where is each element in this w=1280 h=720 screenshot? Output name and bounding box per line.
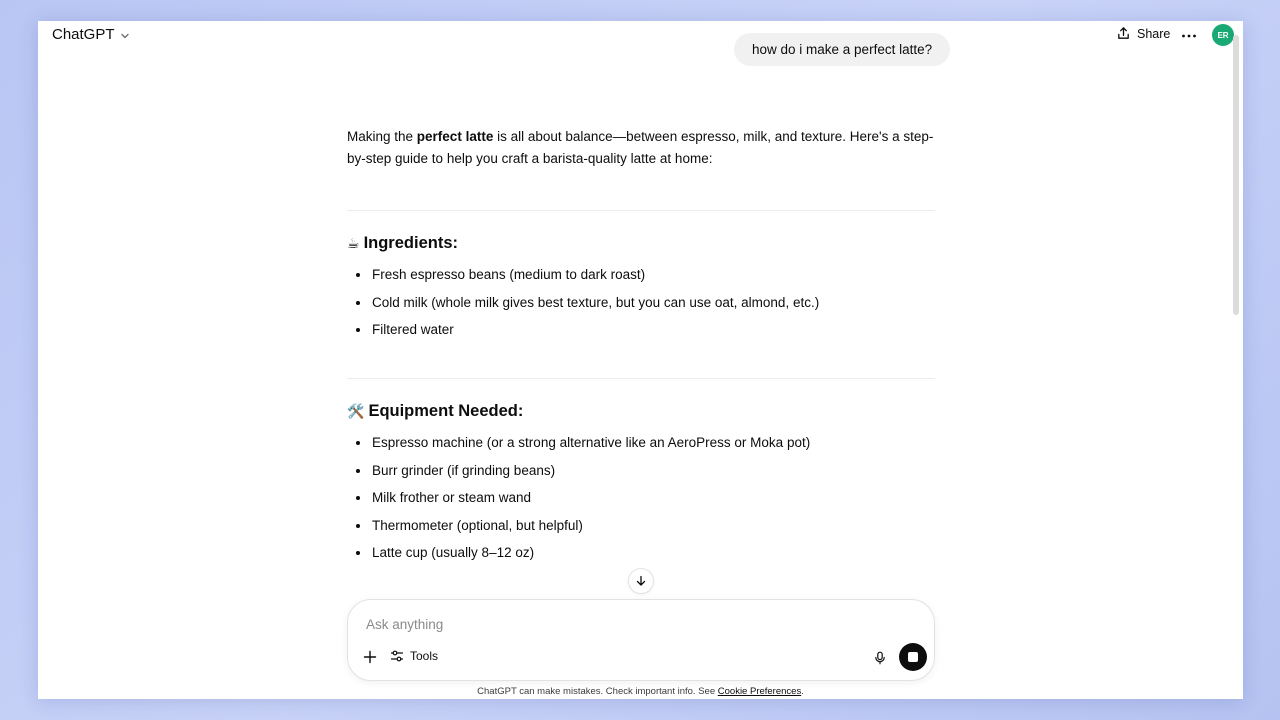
list-item: Fresh espresso beans (medium to dark roast)	[347, 265, 935, 293]
ingredients-title: Ingredients:	[363, 234, 458, 252]
equipment-list	[347, 433, 935, 571]
chat-window	[38, 21, 1243, 699]
scroll-to-bottom-button[interactable]	[628, 568, 654, 594]
more-horizontal-icon	[1181, 33, 1197, 39]
cookie-preferences-link[interactable]: Cookie Preferences	[717, 686, 802, 697]
share-label: Share	[1137, 26, 1171, 41]
assistant-message	[347, 126, 937, 169]
plus-icon	[363, 650, 377, 664]
share-icon	[1116, 26, 1131, 41]
disclaimer-text: ChatGPT can make mistakes. Check important info. See	[477, 686, 718, 697]
message-composer	[347, 599, 935, 681]
user-message-bubble	[734, 33, 950, 66]
chevron-down-icon	[119, 30, 131, 42]
list-item: Espresso machine (or a strong alternative like an AeroPress or Moka pot)	[347, 433, 935, 461]
arrow-down-icon	[635, 575, 647, 587]
equipment-title: Equipment Needed:	[368, 402, 524, 420]
list-item: Filtered water	[347, 320, 935, 348]
equipment-heading	[347, 402, 523, 421]
model-label: ChatGPT	[52, 26, 115, 43]
intro-paragraph	[347, 126, 937, 169]
coffee-icon: ☕	[347, 235, 360, 251]
tools-label: Tools	[410, 649, 439, 663]
tools-button[interactable]	[390, 649, 438, 663]
list-item: Burr grinder (if grinding beans)	[347, 461, 935, 489]
add-attachment-button[interactable]	[360, 647, 380, 667]
dictate-button[interactable]	[870, 648, 890, 668]
disclaimer-end: .	[801, 686, 804, 697]
top-bar	[38, 21, 1243, 51]
list-item: Milk frother or steam wand	[347, 488, 935, 516]
share-button[interactable]	[1116, 26, 1170, 41]
section-divider	[347, 378, 935, 379]
stop-generating-button[interactable]	[899, 643, 927, 671]
sliders-icon	[390, 649, 404, 663]
ingredients-list	[347, 265, 935, 348]
intro-prefix: Making the	[347, 129, 417, 144]
message-input[interactable]	[364, 612, 848, 636]
footer-disclaimer	[38, 686, 1243, 697]
tools-emoji-icon: 🛠️	[347, 403, 365, 419]
model-selector[interactable]	[52, 26, 131, 43]
user-message-text: how do i make a perfect latte?	[752, 42, 933, 57]
list-item: Cold milk (whole milk gives best texture, but you can use oat, almond, etc.)	[347, 293, 935, 321]
microphone-icon	[873, 651, 887, 665]
list-item: Thermometer (optional, but helpful)	[347, 516, 935, 544]
ingredients-heading	[347, 234, 458, 253]
section-divider	[347, 210, 935, 211]
intro-suffix: is all about balance—between espresso, milk, and texture. Here's a step-by-step guide to help you craft a barista-quality latte at home:	[347, 129, 934, 166]
more-options-button[interactable]	[1178, 27, 1200, 45]
intro-bold: perfect latte	[416, 129, 494, 144]
stop-icon	[908, 652, 918, 662]
scrollbar-thumb[interactable]	[1233, 35, 1239, 315]
user-avatar[interactable]: ER	[1212, 24, 1234, 46]
list-item: Latte cup (usually 8–12 oz)	[347, 543, 935, 571]
